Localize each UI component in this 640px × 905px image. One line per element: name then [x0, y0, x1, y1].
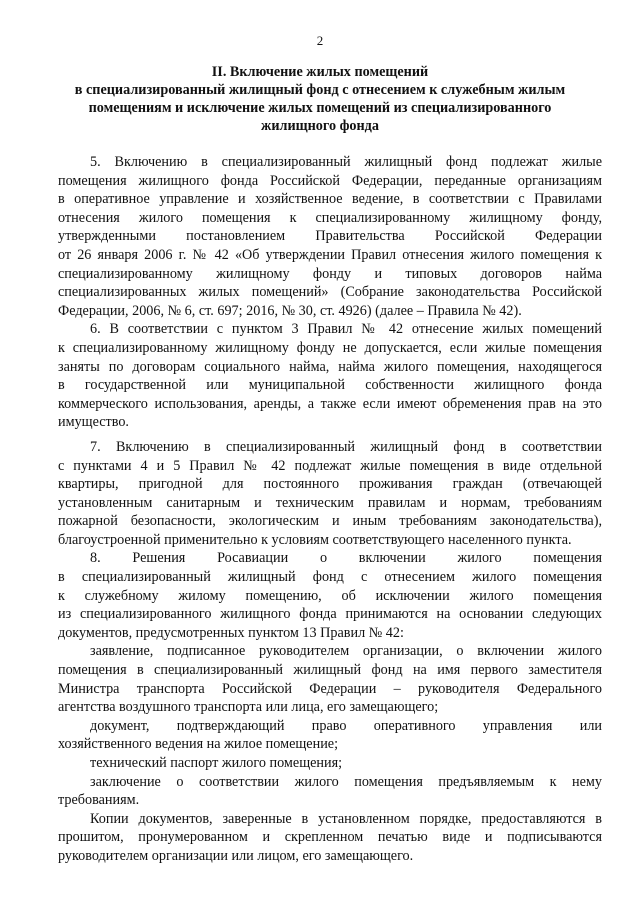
text-line: 7. Включению в специализированный жилищный фонд в соответствии: [90, 438, 602, 455]
text-line: заняты по договорам социального найма, найма жилого помещения, находящегося: [58, 358, 602, 375]
document-item-tech-passport: [58, 754, 602, 773]
text-line: помещения в специализированный жилищный фонд на имя первого заместителя: [58, 662, 602, 679]
text-line: пожарной безопасности, экологическим и иным требованиям законодательства),: [58, 513, 602, 530]
document-item-application: [58, 642, 602, 716]
text-line: прошитом, пронумерованном и скрепленном печатью виде и подписываются: [58, 829, 602, 846]
text-line: документ, подтверждающий право оперативного управления или: [90, 717, 602, 734]
paragraph-copies: [58, 810, 602, 866]
text-line: заключение о соответствии жилого помещения предъявляемым к нему: [90, 773, 602, 790]
text-line: из специализированного жилищного фонда принимаются на основании следующих: [58, 606, 602, 623]
text-line: в специализированный жилищный фонд с отнесением жилого помещения: [58, 569, 602, 586]
text-line: документов, предусмотренных пунктом 13 Правил № 42:: [58, 624, 404, 641]
text-line: руководителем организации или лицом, его замещающего.: [58, 847, 414, 864]
text-line: коммерческого использования, аренды, а также если имеют обременения прав на это: [58, 395, 602, 412]
paragraph-6: [58, 320, 602, 432]
page-number: 2: [316, 33, 324, 48]
text-line: агентства воздушного транспорта или лица, его замещающего;: [58, 699, 439, 716]
heading-line: в специализированный жилищный фонд с отнесением к служебным жилым: [74, 82, 566, 98]
text-line: установленным санитарным и техническим правилам и нормам, требованиям: [58, 494, 602, 511]
heading-line: жилищного фонда: [261, 118, 379, 134]
text-line: имущество.: [58, 414, 129, 431]
text-line: 5. Включению в специализированный жилищный фонд подлежат жилые: [90, 154, 602, 170]
text-line: 6. В соответствии с пунктом 3 Правил № 42 отнесение жилых помещений: [90, 321, 602, 338]
paragraph-7: [58, 438, 602, 550]
text-line: Копии документов, заверенные в установленном порядке, предоставляются в: [90, 810, 602, 827]
document-item-right-proof: [58, 717, 602, 754]
text-line: 8. Решения Росавиации о включении жилого помещения: [90, 550, 602, 567]
document-body: [58, 153, 602, 866]
text-line: отнесения жилого помещения к специализированному жилищному фонду,: [58, 209, 602, 226]
text-line: утвержденными постановлением Правительства Российской Федерации: [58, 228, 602, 245]
text-line: требованиям.: [58, 792, 140, 809]
text-line: специализированных жилых помещений» (Собрание законодательства Российской: [58, 284, 602, 301]
heading-line: помещениям и исключение жилых помещений из специализированного: [88, 100, 552, 116]
text-line: с пунктами 4 и 5 Правил № 42 подлежат жилые помещения в виде отдельной: [58, 457, 602, 474]
text-line: квартиры, пригодной для постоянного проживания граждан (отвечающей: [58, 476, 602, 493]
text-line: заявление, подписанное руководителем организации, о включении жилого: [90, 643, 602, 660]
text-line: от 26 января 2006 г. № 42 «Об утверждении Правил отнесения жилого помещения к: [58, 246, 602, 263]
text-line: к специализированному жилищному фонду не допускается, если жилые помещения: [58, 339, 602, 356]
text-line: благоустроенной применительно к условиям соответствующего населенного пункта.: [58, 531, 572, 548]
text-line: в государственной или муниципальной собственности жилищного фонда: [58, 377, 602, 394]
text-line: в оперативное управление и хозяйственное ведение, в соответствии с Правилами: [58, 191, 602, 208]
text-line: специализированному жилищному фонду и типовых договоров найма: [58, 265, 602, 282]
text-line: Министра транспорта Российской Федерации – руководителя Федерального: [58, 680, 602, 697]
document-item-conclusion: [58, 773, 602, 810]
text-line: хозяйственного ведения на жилое помещение;: [58, 736, 339, 753]
paragraph-5: [58, 153, 602, 320]
text-line: Федерации, 2006, № 6, ст. 697; 2016, № 30, ст. 4926) (далее – Правила № 42).: [58, 302, 522, 319]
text-line: технический паспорт жилого помещения;: [90, 755, 343, 771]
text-line: помещения жилищного фонда Российской Федерации, переданные организациям: [58, 172, 602, 189]
text-line: к служебному жилому помещению, об исключении жилого помещения: [58, 587, 602, 604]
heading-line: II. Включение жилых помещений: [211, 64, 429, 80]
section-heading: [40, 63, 600, 135]
paragraph-8: [58, 549, 602, 642]
